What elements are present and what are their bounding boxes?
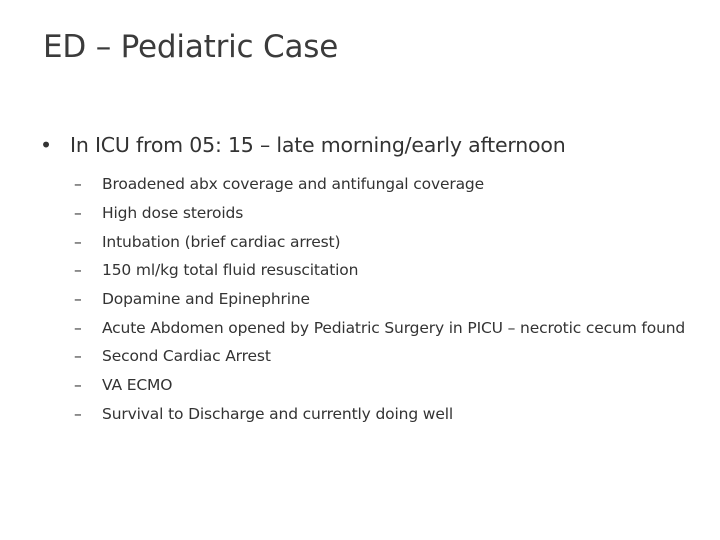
dash-marker: – [74, 375, 82, 394]
sub-bullet-text: VA ECMO [102, 375, 173, 394]
sub-bullet-text: Survival to Discharge and currently doing well [102, 404, 454, 423]
sub-bullet-item [74, 342, 694, 371]
sub-bullet-text: 150 ml/kg total fluid resuscitation [102, 261, 359, 280]
sub-bullet-item [74, 285, 694, 314]
sub-bullet-text: Dopamine and Epinephrine [102, 290, 310, 309]
dash-marker: – [74, 318, 82, 337]
sub-bullet-text: High dose steroids [102, 203, 244, 222]
sub-bullet-text: Acute Abdomen opened by Pediatric Surgery in PICU – necrotic cecum found [102, 318, 686, 337]
dash-marker: – [74, 261, 82, 280]
dash-marker: – [74, 232, 82, 251]
dash-marker: – [74, 175, 82, 193]
sub-bullet-text: Broadened abx coverage and antifungal coverage [102, 175, 485, 193]
main-bullet [40, 133, 566, 157]
dash-marker: – [74, 404, 82, 423]
sub-bullet-item [74, 170, 694, 199]
sub-bullet-item [74, 314, 694, 342]
sub-bullet-text: Second Cardiac Arrest [102, 346, 271, 365]
sub-bullet-list [74, 170, 694, 428]
bullet-marker: • [40, 133, 52, 157]
sub-bullet-item [74, 256, 694, 285]
dash-marker: – [74, 290, 82, 309]
sub-bullet-item [74, 400, 694, 429]
dash-marker: – [74, 346, 82, 365]
sub-bullet-text: Intubation (brief cardiac arrest) [102, 232, 341, 251]
sub-bullet-item [74, 371, 694, 400]
sub-bullet-item [74, 228, 694, 257]
slide-title: ED – Pediatric Case [43, 29, 339, 65]
dash-marker: – [74, 203, 82, 222]
sub-bullet-item [74, 199, 694, 228]
main-bullet-text: In ICU from 05: 15 – late morning/early afternoon [70, 133, 566, 157]
